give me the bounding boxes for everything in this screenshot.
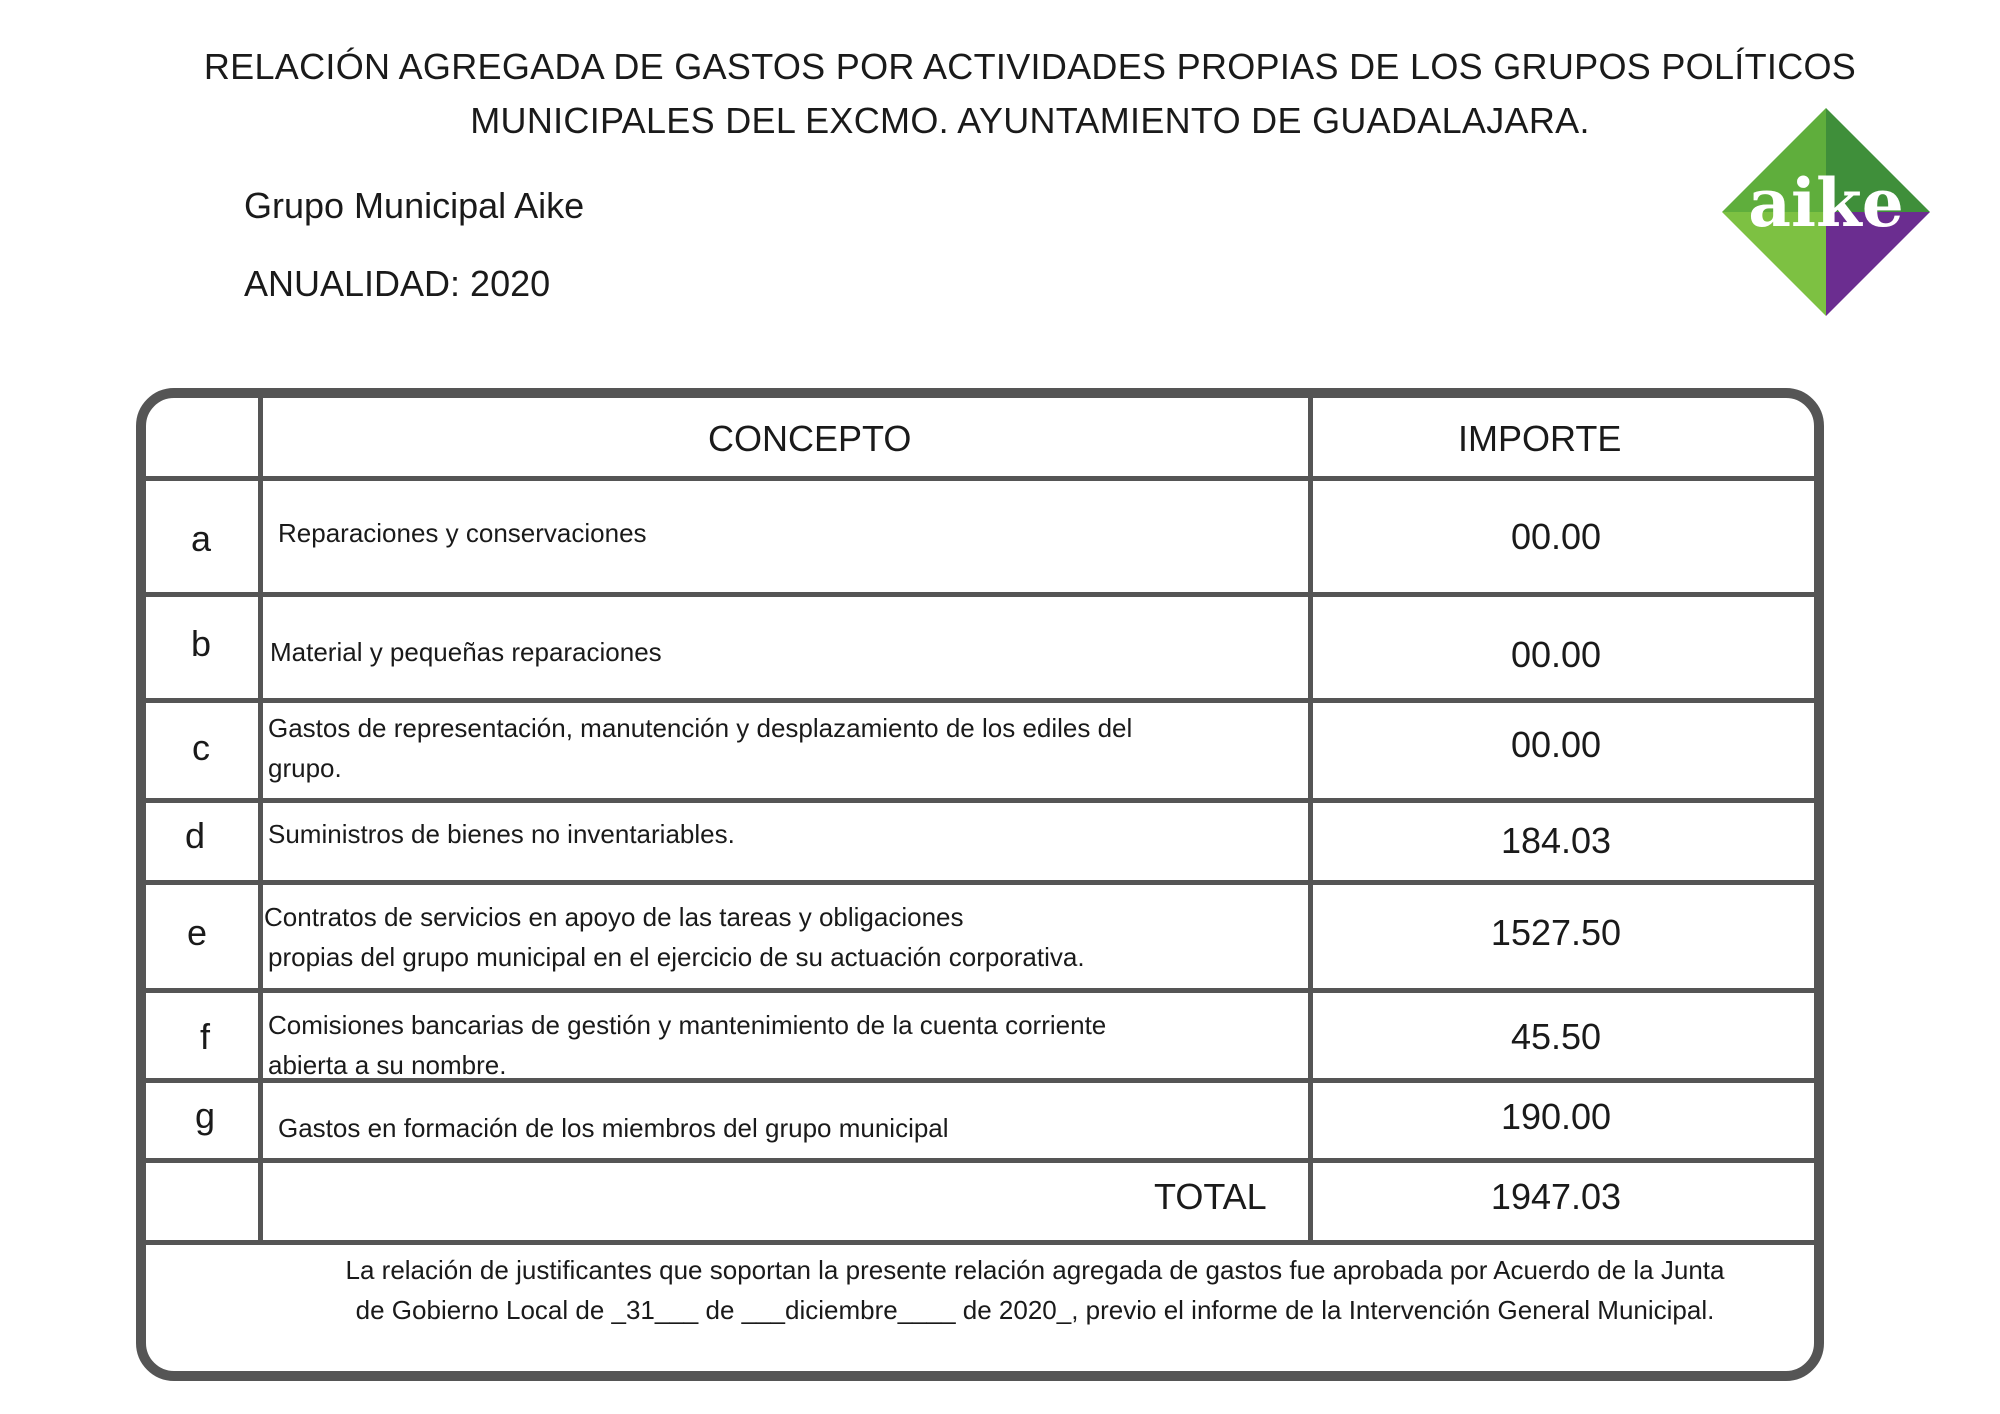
row-concept: Material y pequeñas reparaciones xyxy=(270,637,662,667)
row-divider xyxy=(141,988,1824,993)
total-label: TOTAL xyxy=(1154,1176,1267,1217)
row-concept-continued: abierta a su nombre. xyxy=(268,1050,507,1080)
approval-note-line-2: de Gobierno Local de _31___ de ___diciembre____ de 2020_, previo el informe de la Intervención General Municipal. xyxy=(355,1295,1715,1325)
row-amount: 00.00 xyxy=(1510,516,1602,557)
row-amount: 190.00 xyxy=(1500,1096,1612,1137)
row-concept: Suministros de bienes no inventariables. xyxy=(268,819,735,849)
row-divider xyxy=(141,592,1824,597)
row-divider xyxy=(141,798,1824,803)
row-concept: Contratos de servicios en apoyo de las tareas y obligaciones xyxy=(264,902,964,932)
row-divider xyxy=(141,880,1824,885)
row-concept: Gastos de representación, manutención y desplazamiento de los ediles del xyxy=(268,713,1133,743)
approval-note xyxy=(270,1250,1800,1330)
row-amount: 45.50 xyxy=(1510,1016,1602,1057)
row-letter: g xyxy=(194,1095,216,1136)
row-letter: c xyxy=(192,727,210,768)
approval-note-line-1: La relación de justificantes que soportan la presente relación agregada de gastos fue aprobada por Acuerdo de la Junta xyxy=(345,1255,1725,1285)
row-concept: Reparaciones y conservaciones xyxy=(278,518,647,548)
header-amount: IMPORTE xyxy=(1458,418,1622,459)
row-concept-continued: grupo. xyxy=(268,753,342,783)
title-line-1: RELACIÓN AGREGADA DE GASTOS POR ACTIVIDADES PROPIAS DE LOS GRUPOS POLÍTICOS xyxy=(203,46,1857,87)
row-concept-continued: propias del grupo municipal en el ejercicio de su actuación corporativa. xyxy=(268,942,1085,972)
divider-amount-column xyxy=(1308,396,1313,1244)
row-divider xyxy=(141,476,1824,481)
header-concept: CONCEPTO xyxy=(708,418,912,459)
row-concept: Gastos en formación de los miembros del grupo municipal xyxy=(278,1113,949,1143)
row-amount: 1527.50 xyxy=(1490,912,1622,953)
row-amount: 00.00 xyxy=(1510,634,1602,675)
row-letter: b xyxy=(190,623,212,664)
row-letter: f xyxy=(199,1016,210,1057)
row-divider xyxy=(141,698,1824,703)
document-title xyxy=(160,40,1900,148)
row-divider xyxy=(141,1240,1824,1245)
row-amount: 00.00 xyxy=(1510,724,1602,765)
row-amount: 184.03 xyxy=(1500,820,1612,861)
row-concept: Comisiones bancarias de gestión y mantenimiento de la cuenta corriente xyxy=(268,1010,1107,1040)
group-name: Grupo Municipal Aike xyxy=(244,185,585,226)
total-amount: 1947.03 xyxy=(1490,1176,1622,1217)
row-letter: a xyxy=(190,518,212,559)
year-label: ANUALIDAD: 2020 xyxy=(244,263,551,304)
title-line-2: MUNICIPALES DEL EXCMO. AYUNTAMIENTO DE GUADALAJARA. xyxy=(470,100,1590,141)
row-letter: d xyxy=(184,815,206,856)
logo-text: aike xyxy=(1748,164,1904,242)
aike-logo xyxy=(1722,108,1930,316)
row-divider xyxy=(141,1158,1824,1163)
row-letter: e xyxy=(186,912,208,953)
